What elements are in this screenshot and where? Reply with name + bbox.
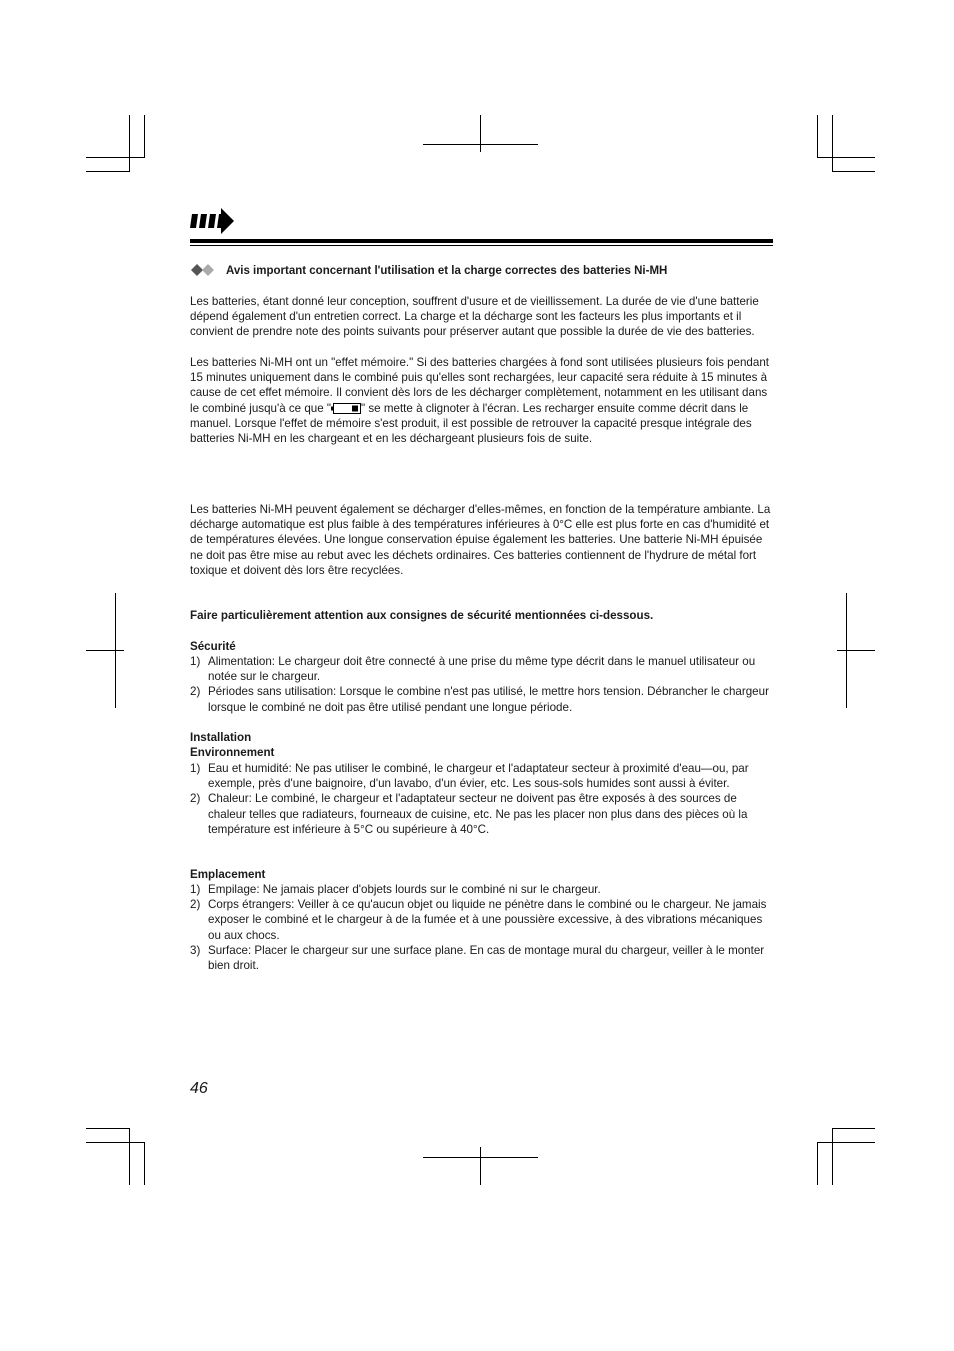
safety-attention: Faire particulièrement attention aux consignes de sécurité mentionnées ci-dessous. [190, 609, 654, 622]
emplacement-title: Emplacement [190, 868, 266, 881]
intro-paragraph-3: Les batteries Ni-MH peuvent également se décharger d'elles-mêmes, en fonction de la température ambiante. La décharge automatique est plus faible à des températures inférieures à 0°C elle est plus forte en cas d'humidité et de températures élevées. Une longue conservation épuise également les batteries. Une batterie Ni-MH épuisée ne doit pas être mise au rebut avec les déchets ordinaires. Ces batteries contiennent de l'hydrure de métal fort toxique et doivent dès lors être recyclées. [190, 503, 771, 577]
list-item: 2) Corps étrangers: Veiller à ce qu'aucun objet ou liquide ne pénètre dans le combiné ou le chargeur. Ne jamais exposer le combiné et le chargeur à de la fumée et à une poussière excessive, à des vibrations mécaniques ou aux chocs. [190, 898, 767, 942]
environnement-title: Environnement [190, 746, 275, 759]
securite-list [190, 654, 773, 715]
list-item: 2) Périodes sans utilisation: Lorsque le combine n'est pas utilisé, le mettre hors tension. Débrancher le chargeur lorsque le combiné ne doit pas être utilisé pendant une longue période. [190, 685, 769, 714]
list-item: 3) Surface: Placer le chargeur sur une surface plane. En cas de montage mural du chargeur, veiller à le monter bien droit. [190, 943, 765, 973]
section-heading [190, 264, 773, 279]
heading-text: Avis important concernant l'utilisation et la charge correctes des batteries Ni-MH [226, 265, 668, 277]
list-item: 1) Alimentation: Le chargeur doit être connecté à une prise du même type décrit dans le manuel utilisateur ou notée sur le chargeur. [190, 655, 756, 684]
double-diamond-icon [190, 264, 220, 276]
header-rule-thin [190, 245, 773, 246]
list-item: 2) Chaleur: Le combiné, le chargeur et l'adaptateur secteur ne doivent pas être exposés à des sources de chaleur telles que radiateurs, fourneaux de cuisine, etc. Ne pas les placer non plus dans des pièces où la température est inférieure à 5°C ou supérieure à 40°C. [190, 792, 748, 836]
list-item: 1) Eau et humidité: Ne pas utiliser le combiné, le chargeur et l'adaptateur secteur à proximité d'eau—ou, par exemple, près d'une baignoire, d'un lavabo, d'un évier, etc. Les sous-sols humides sont aussi à éviter. [190, 762, 749, 791]
list-item: 1) Empilage: Ne jamais placer d'objets lourds sur le combiné ni sur le chargeur. [190, 883, 601, 896]
intro-paragraph-2-start: Les batteries Ni-MH ont un "effet mémoire." Si des batteries chargées à fond sont utilisées plusieurs fois pendant 15 minutes uniquement dans le combiné puis qu'elles sont rechargées, leur capacité sera réduite à 15 minutes à cause de cet effet mémoire. Il convient dès lors de les décharger complètement, notamment en les utilisant dans le combiné jusqu'à ce que " [190, 356, 769, 415]
emplacement-list [190, 882, 773, 973]
securite-title: Sécurité [190, 640, 236, 653]
battery-low-icon [331, 403, 361, 414]
intro-paragraph-2 [190, 355, 773, 446]
environnement-list [190, 761, 773, 837]
page-number: 46 [190, 1080, 208, 1097]
intro-paragraph-2-end: " se mette à clignoter à l'écran. Les recharger ensuite comme décrit dans le manuel. Lorsque l'effet de mémoire s'est produit, il est possible de retrouver la capacité presque intégrale des batteries Ni-MH en les chargeant et en les déchargeant plusieurs fois de suite. [190, 401, 752, 446]
arrow-right-icon [190, 208, 236, 234]
installation-title: Installation [190, 731, 252, 744]
intro-paragraph-1: Les batteries, étant donné leur conception, souffrent d'usure et de vieillissement. La durée de vie d'une batterie dépend également d'un entretien correct. La charge et la décharge sont les facteurs les plus importants et il convient de prendre note des points suivants pour préserver autant que possible la durée de vie des batteries. [190, 295, 759, 339]
header-rule-thick [190, 239, 773, 243]
